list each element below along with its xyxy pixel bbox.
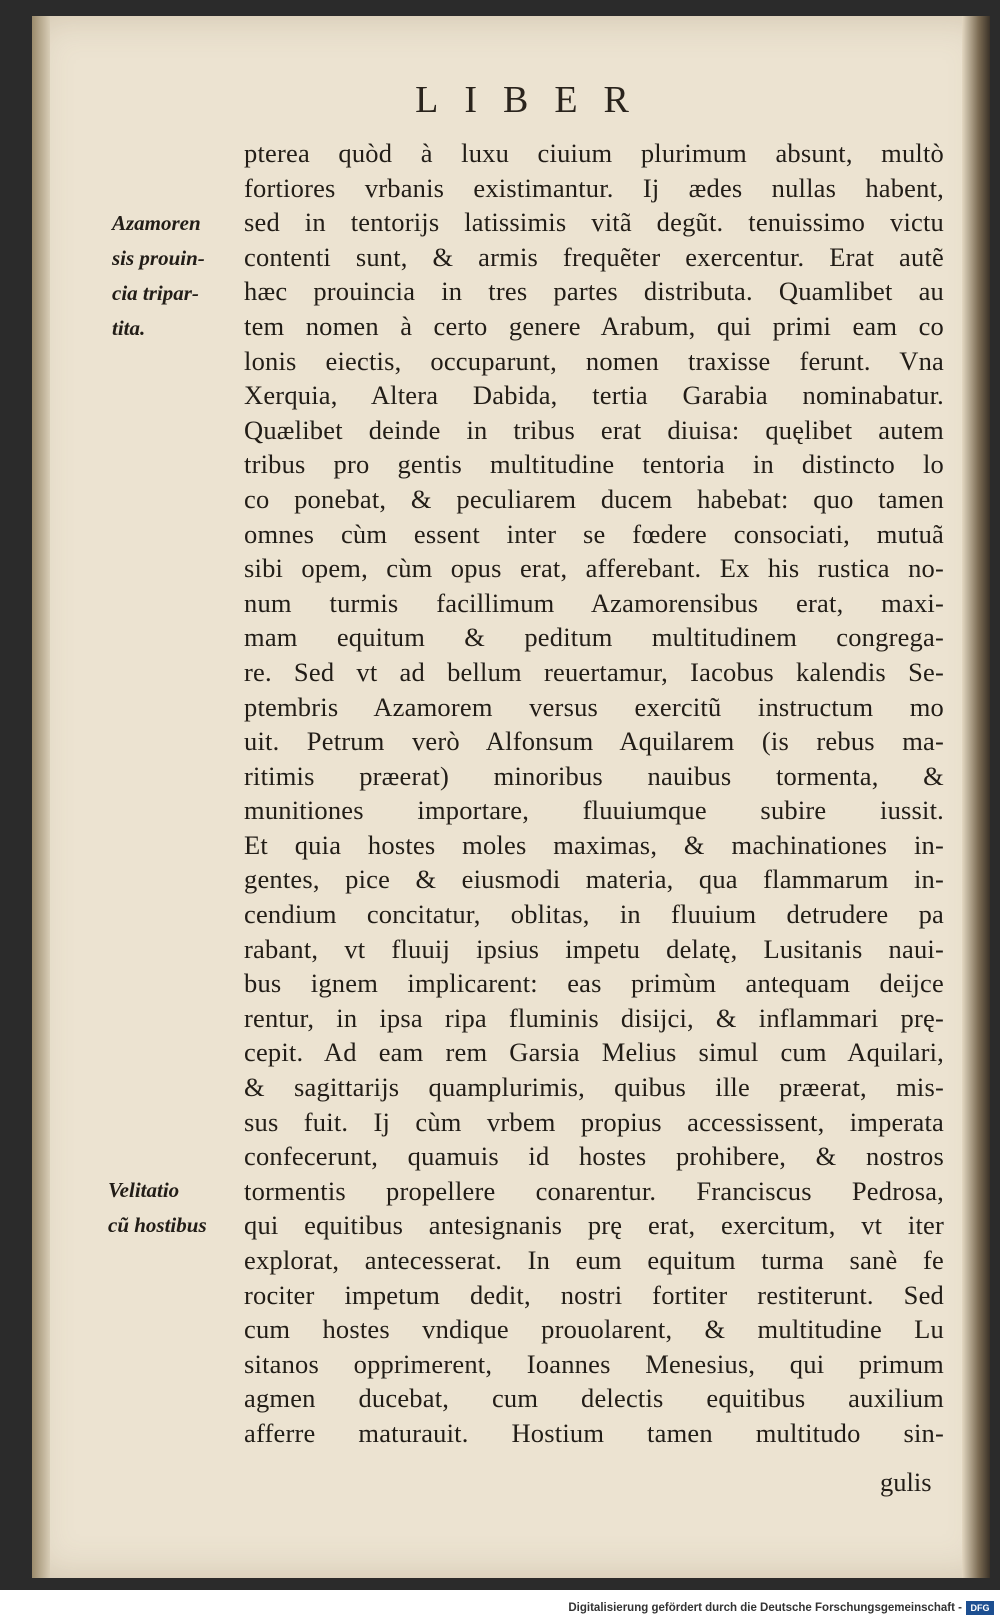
text-line: bus ignem implicarent: eas primùm antequam deijce — [244, 968, 944, 999]
page-fore-edge — [962, 16, 990, 1578]
running-head: LIBER — [415, 79, 655, 121]
text-line: contenti sunt, & armis frequẽter exercentur. Erat autẽ — [244, 241, 944, 272]
text-line: omnes cùm essent inter se fœdere consociati, mutuã — [244, 518, 944, 549]
text-line: lonis eiectis, occuparunt, nomen traxisse ferunt. Vna — [244, 345, 944, 376]
text-line: Quælibet deinde in tribus erat diuisa: quęlibet autem — [244, 414, 944, 445]
marginal-line: cũ hostibus — [108, 1213, 207, 1237]
funding-credit: Digitalisierung gefördert durch die Deutsche Forschungsgemeinschaft - — [568, 1602, 962, 1614]
text-line: tormentis propellere conarentur. Franciscus Pedrosa, — [244, 1175, 944, 1206]
text-line: rentur, in ipsa ripa fluminis disijci, & inflammari prę- — [244, 1002, 944, 1033]
text-line: ptembris Azamorem versus exercitũ instructum mo — [244, 691, 944, 722]
marginal-note-skirmish — [108, 1173, 207, 1243]
text-line: sitanos opprimerent, Ioannes Menesius, qui primum — [244, 1348, 944, 1379]
text-line: num turmis facillimum Azamorensibus erat, maxi- — [244, 587, 944, 618]
text-line: Et quia hostes moles maximas, & machinationes in- — [244, 829, 944, 860]
text-line: sibi opem, cùm opus erat, afferebant. Ex his rustica no- — [244, 553, 944, 584]
dfg-logo-icon: DFG — [966, 1601, 994, 1615]
text-line: hæc prouincia in tres partes distributa. Quamlibet au — [244, 276, 944, 307]
text-line: & sagittarijs quamplurimis, quibus ille præerat, mis- — [244, 1072, 944, 1103]
text-line: cendium concitatur, oblitas, in fluuium detrudere pa — [244, 899, 944, 930]
text-line: explorat, antecesserat. In eum equitum turma sanè fe — [244, 1245, 944, 1275]
text-line: re. Sed vt ad bellum reuertamur, Iacobus kalendis Se- — [244, 656, 944, 687]
text-line: rabant, vt fluuij ipsius impetu delatę, Lusitanis naui- — [244, 933, 944, 964]
text-line: fortiores vrbanis existimantur. Ij ædes nullas habent, — [244, 172, 944, 203]
marginal-line: Velitatio — [108, 1178, 180, 1202]
text-line: munitiones importare, fluuiumque subire iussit. — [244, 795, 944, 826]
text-line: Xerquia, Altera Dabida, tertia Garabia nominabatur. — [244, 380, 944, 411]
text-line: ritimis præerat) minoribus nauibus tormenta, & — [244, 760, 944, 791]
marginal-line: sis prouin- — [112, 246, 205, 270]
text-line: gentes, pice & eiusmodi materia, qua flammarum in- — [244, 864, 944, 895]
catchword: gulis — [880, 1467, 932, 1497]
page-gutter-shadow — [32, 16, 50, 1578]
text-line: tem nomen à certo genere Arabum, qui primi eam co — [244, 310, 944, 341]
text-line: pterea quòd à luxu ciuium plurimum absunt, multò — [244, 138, 944, 168]
text-line: mam equitum & peditum multitudinem congrega- — [244, 622, 944, 653]
marginal-line: cia tripar- — [112, 281, 199, 305]
text-line: rociter impetum dedit, nostri fortiter restiterunt. Sed — [244, 1279, 944, 1310]
text-line: sed in tentorijs latissimis vitã degũt. tenuissimo victu — [244, 207, 944, 238]
text-line: agmen ducebat, cum delectis equitibus auxilium — [244, 1383, 944, 1414]
text-line: cepit. Ad eam rem Garsia Melius simul cum Aquilari, — [244, 1037, 944, 1068]
text-line: sus fuit. Ij cùm vrbem propius accessissent, imperata — [244, 1106, 944, 1137]
marginal-line: tita. — [112, 316, 146, 340]
text-line: afferre maturauit. Hostium tamen multitudo sin- — [244, 1417, 944, 1448]
text-line: confecerunt, quamuis id hostes prohibere, & nostros — [244, 1141, 944, 1172]
marginal-line: Azamoren — [112, 211, 201, 235]
text-line: tribus pro gentis multitudine tentoria in distincto lo — [244, 449, 944, 480]
body-text — [244, 136, 944, 1451]
text-line: uit. Petrum verò Alfonsum Aquilarem (is rebus ma- — [244, 726, 944, 757]
text-line: cum hostes vndique prouolarent, & multitudine Lu — [244, 1314, 944, 1345]
text-line: qui equitibus antesignanis prę erat, exercitum, vt iter — [244, 1210, 944, 1241]
marginal-note-province — [112, 206, 205, 346]
text-line: co ponebat, & peculiarem ducem habebat: quo tamen — [244, 483, 944, 514]
